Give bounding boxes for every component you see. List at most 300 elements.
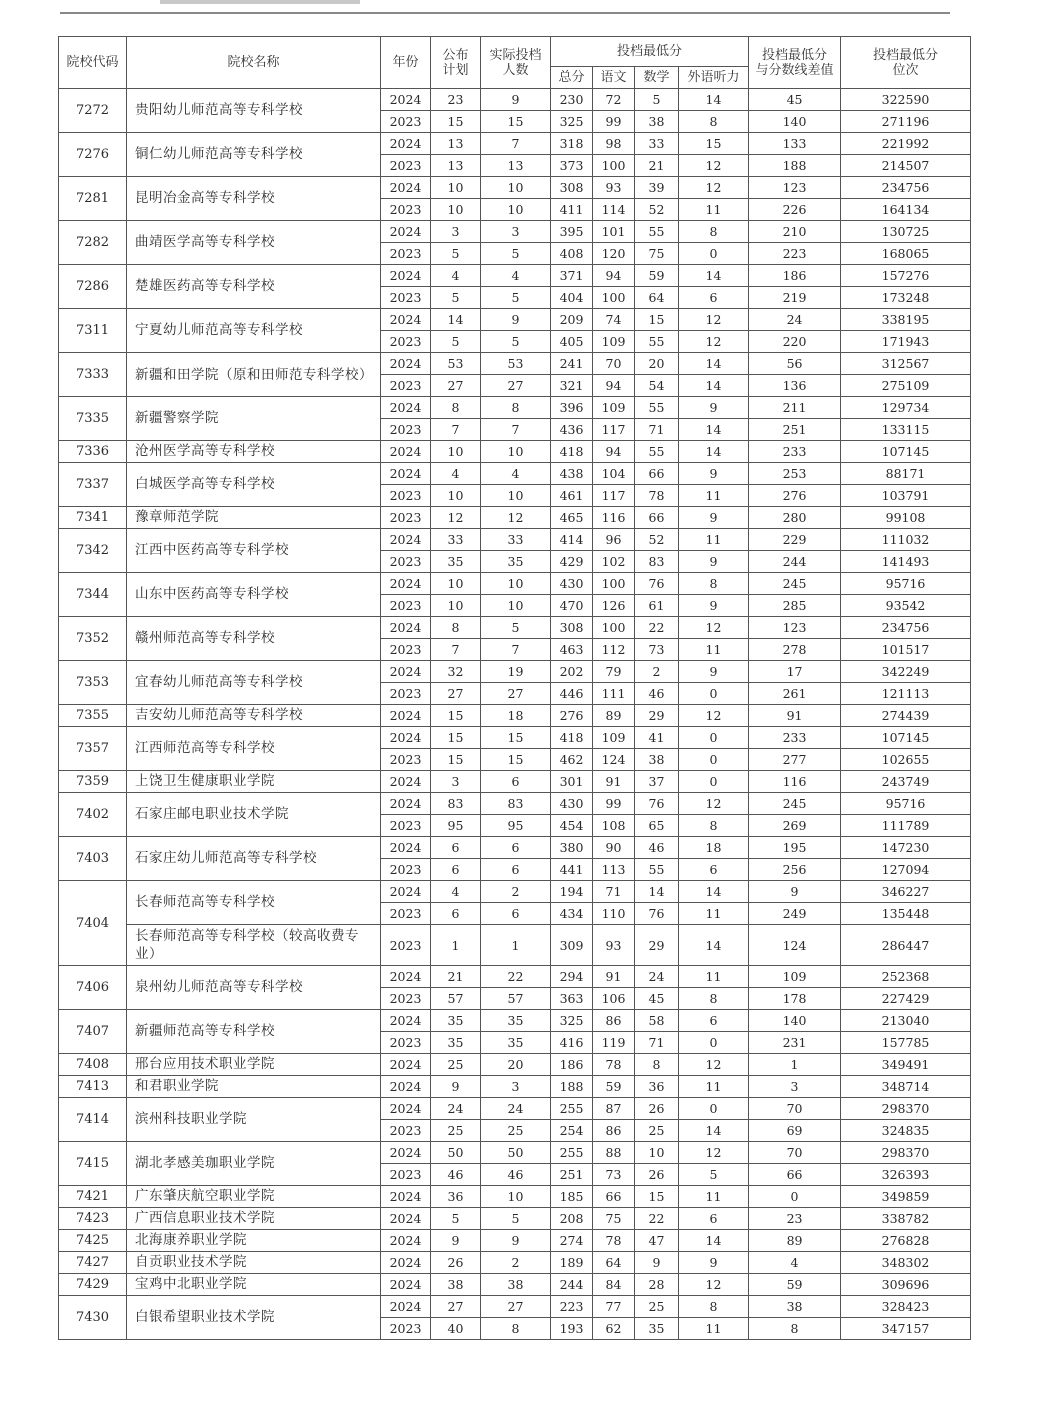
cell-year: 2024 <box>381 1274 431 1296</box>
cell-rank: 127094 <box>841 859 971 881</box>
school-code: 7281 <box>59 177 127 221</box>
cell-actual: 95 <box>481 815 551 837</box>
cell-math: 2 <box>635 661 679 683</box>
header-code: 院校代码 <box>59 37 127 89</box>
cell-foreign: 8 <box>679 815 749 837</box>
cell-actual: 10 <box>481 485 551 507</box>
cell-chinese: 96 <box>593 529 635 551</box>
school-code: 7421 <box>59 1186 127 1208</box>
top-rule <box>60 12 950 14</box>
cell-math: 9 <box>635 1252 679 1274</box>
cell-math: 52 <box>635 529 679 551</box>
school-name: 宝鸡中北职业学院 <box>127 1274 381 1296</box>
cell-plan: 95 <box>431 815 481 837</box>
cell-actual: 9 <box>481 1230 551 1252</box>
school-name: 湖北孝感美珈职业学院 <box>127 1142 381 1186</box>
cell-chinese: 109 <box>593 397 635 419</box>
cell-total: 294 <box>551 966 593 988</box>
header-foreign: 外语听力 <box>679 67 749 89</box>
cell-year: 2024 <box>381 771 431 793</box>
cell-actual: 6 <box>481 771 551 793</box>
cell-math: 25 <box>635 1120 679 1142</box>
school-name: 豫章师范学院 <box>127 507 381 529</box>
cell-actual: 6 <box>481 837 551 859</box>
cell-year: 2024 <box>381 133 431 155</box>
cell-chinese: 114 <box>593 199 635 221</box>
cell-chinese: 109 <box>593 331 635 353</box>
cell-plan: 5 <box>431 243 481 265</box>
school-code: 7359 <box>59 771 127 793</box>
cell-rank: 328423 <box>841 1296 971 1318</box>
cell-foreign: 12 <box>679 155 749 177</box>
cell-year: 2023 <box>381 155 431 177</box>
header-year: 年份 <box>381 37 431 89</box>
cell-rank: 312567 <box>841 353 971 375</box>
cell-math: 36 <box>635 1076 679 1098</box>
cell-plan: 4 <box>431 463 481 485</box>
cell-rank: 348714 <box>841 1076 971 1098</box>
cell-math: 5 <box>635 89 679 111</box>
cell-total: 276 <box>551 705 593 727</box>
school-name: 铜仁幼儿师范高等专科学校 <box>127 133 381 177</box>
cell-year: 2023 <box>381 749 431 771</box>
cell-rank: 171943 <box>841 331 971 353</box>
cell-plan: 10 <box>431 441 481 463</box>
cell-math: 37 <box>635 771 679 793</box>
cell-math: 20 <box>635 353 679 375</box>
cell-rank: 227429 <box>841 988 971 1010</box>
table-row <box>59 177 971 199</box>
cell-chinese: 90 <box>593 837 635 859</box>
school-code: 7425 <box>59 1230 127 1252</box>
cell-math: 39 <box>635 177 679 199</box>
cell-plan: 10 <box>431 573 481 595</box>
cell-total: 446 <box>551 683 593 705</box>
cell-rank: 309696 <box>841 1274 971 1296</box>
cell-year: 2023 <box>381 551 431 573</box>
school-name: 泉州幼儿师范高等专科学校 <box>127 966 381 1010</box>
cell-diff: 45 <box>749 89 841 111</box>
cell-math: 76 <box>635 793 679 815</box>
cell-plan: 5 <box>431 1208 481 1230</box>
cell-plan: 15 <box>431 111 481 133</box>
school-name: 自贡职业技术学院 <box>127 1252 381 1274</box>
school-name: 江西中医药高等专科学校 <box>127 529 381 573</box>
cell-actual: 13 <box>481 155 551 177</box>
table-row <box>59 1010 971 1032</box>
cell-foreign: 8 <box>679 573 749 595</box>
cell-math: 52 <box>635 199 679 221</box>
cell-diff: 17 <box>749 661 841 683</box>
cell-math: 26 <box>635 1164 679 1186</box>
cell-actual: 2 <box>481 1252 551 1274</box>
school-code: 7335 <box>59 397 127 441</box>
cell-plan: 27 <box>431 683 481 705</box>
cell-total: 396 <box>551 397 593 419</box>
cell-chinese: 99 <box>593 793 635 815</box>
cell-plan: 27 <box>431 1296 481 1318</box>
cell-rank: 129734 <box>841 397 971 419</box>
school-code: 7286 <box>59 265 127 309</box>
cell-actual: 35 <box>481 1010 551 1032</box>
cell-chinese: 104 <box>593 463 635 485</box>
cell-rank: 157785 <box>841 1032 971 1054</box>
cell-year: 2023 <box>381 1120 431 1142</box>
cell-total: 461 <box>551 485 593 507</box>
school-code: 7403 <box>59 837 127 881</box>
cell-math: 41 <box>635 727 679 749</box>
cell-foreign: 12 <box>679 617 749 639</box>
cell-foreign: 6 <box>679 287 749 309</box>
cell-plan: 9 <box>431 1076 481 1098</box>
cell-rank: 349859 <box>841 1186 971 1208</box>
cell-foreign: 14 <box>679 1230 749 1252</box>
header-actual: 实际投档 人数 <box>481 37 551 89</box>
table-row <box>59 881 971 903</box>
school-name: 石家庄幼儿师范高等专科学校 <box>127 837 381 881</box>
cell-rank: 95716 <box>841 573 971 595</box>
school-code: 7402 <box>59 793 127 837</box>
cell-foreign: 0 <box>679 1098 749 1120</box>
cell-actual: 4 <box>481 463 551 485</box>
cell-year: 2024 <box>381 837 431 859</box>
cell-rank: 130725 <box>841 221 971 243</box>
cell-year: 2023 <box>381 903 431 925</box>
cell-actual: 10 <box>481 573 551 595</box>
cell-foreign: 14 <box>679 353 749 375</box>
cell-actual: 10 <box>481 1186 551 1208</box>
cell-actual: 20 <box>481 1054 551 1076</box>
cell-actual: 10 <box>481 177 551 199</box>
cell-diff: 123 <box>749 617 841 639</box>
cell-diff: 8 <box>749 1318 841 1340</box>
cell-diff: 226 <box>749 199 841 221</box>
cell-plan: 10 <box>431 177 481 199</box>
table-row <box>59 1274 971 1296</box>
cell-total: 274 <box>551 1230 593 1252</box>
school-code: 7413 <box>59 1076 127 1098</box>
cell-foreign: 9 <box>679 595 749 617</box>
cell-plan: 5 <box>431 287 481 309</box>
cell-diff: 69 <box>749 1120 841 1142</box>
cell-diff: 211 <box>749 397 841 419</box>
cell-total: 194 <box>551 881 593 903</box>
cell-plan: 10 <box>431 595 481 617</box>
school-name: 宜春幼儿师范高等专科学校 <box>127 661 381 705</box>
cell-actual: 19 <box>481 661 551 683</box>
cell-plan: 46 <box>431 1164 481 1186</box>
cell-foreign: 11 <box>679 1076 749 1098</box>
cell-actual: 35 <box>481 551 551 573</box>
cell-rank: 103791 <box>841 485 971 507</box>
cell-total: 186 <box>551 1054 593 1076</box>
cell-foreign: 8 <box>679 1296 749 1318</box>
school-name: 新疆警察学院 <box>127 397 381 441</box>
table-row <box>59 617 971 639</box>
school-name: 贵阳幼儿师范高等专科学校 <box>127 89 381 133</box>
cell-foreign: 11 <box>679 1186 749 1208</box>
cell-total: 308 <box>551 177 593 199</box>
cell-diff: 38 <box>749 1296 841 1318</box>
cell-foreign: 14 <box>679 375 749 397</box>
cell-total: 188 <box>551 1076 593 1098</box>
cell-total: 430 <box>551 573 593 595</box>
cell-total: 414 <box>551 529 593 551</box>
cell-diff: 91 <box>749 705 841 727</box>
school-code: 7357 <box>59 727 127 771</box>
cell-total: 255 <box>551 1142 593 1164</box>
cell-foreign: 8 <box>679 988 749 1010</box>
cell-rank: 101517 <box>841 639 971 661</box>
cell-chinese: 113 <box>593 859 635 881</box>
cell-chinese: 71 <box>593 881 635 903</box>
cell-total: 404 <box>551 287 593 309</box>
table-row <box>59 529 971 551</box>
header-math: 数学 <box>635 67 679 89</box>
cell-year: 2023 <box>381 639 431 661</box>
cell-diff: 253 <box>749 463 841 485</box>
cell-foreign: 11 <box>679 966 749 988</box>
school-code: 7407 <box>59 1010 127 1054</box>
cell-math: 14 <box>635 881 679 903</box>
cell-year: 2024 <box>381 1076 431 1098</box>
school-name: 北海康养职业学院 <box>127 1230 381 1252</box>
cell-year: 2024 <box>381 309 431 331</box>
cell-year: 2024 <box>381 529 431 551</box>
cell-total: 462 <box>551 749 593 771</box>
cell-diff: 186 <box>749 265 841 287</box>
cell-math: 55 <box>635 331 679 353</box>
school-code: 7344 <box>59 573 127 617</box>
cell-diff: 56 <box>749 353 841 375</box>
cell-foreign: 11 <box>679 529 749 551</box>
cell-year: 2024 <box>381 573 431 595</box>
cell-math: 15 <box>635 1186 679 1208</box>
cell-rank: 338782 <box>841 1208 971 1230</box>
cell-actual: 6 <box>481 903 551 925</box>
table-row <box>59 1208 971 1230</box>
cell-rank: 298370 <box>841 1098 971 1120</box>
cell-actual: 50 <box>481 1142 551 1164</box>
cell-chinese: 78 <box>593 1230 635 1252</box>
cell-total: 408 <box>551 243 593 265</box>
table-row <box>59 89 971 111</box>
school-name: 石家庄邮电职业技术学院 <box>127 793 381 837</box>
cell-plan: 83 <box>431 793 481 815</box>
cell-rank: 243749 <box>841 771 971 793</box>
cell-plan: 15 <box>431 749 481 771</box>
cell-chinese: 79 <box>593 661 635 683</box>
cell-total: 363 <box>551 988 593 1010</box>
cell-total: 325 <box>551 1010 593 1032</box>
cell-foreign: 0 <box>679 683 749 705</box>
cell-rank: 111032 <box>841 529 971 551</box>
cell-math: 55 <box>635 397 679 419</box>
cell-year: 2023 <box>381 485 431 507</box>
cell-math: 29 <box>635 705 679 727</box>
cell-plan: 9 <box>431 1230 481 1252</box>
cell-foreign: 6 <box>679 1010 749 1032</box>
cell-chinese: 99 <box>593 111 635 133</box>
cell-year: 2023 <box>381 683 431 705</box>
cell-chinese: 75 <box>593 1208 635 1230</box>
cell-math: 46 <box>635 683 679 705</box>
cell-year: 2024 <box>381 89 431 111</box>
cell-plan: 13 <box>431 133 481 155</box>
cell-actual: 25 <box>481 1120 551 1142</box>
cell-diff: 277 <box>749 749 841 771</box>
cell-chinese: 116 <box>593 507 635 529</box>
table-row <box>59 1054 971 1076</box>
cell-plan: 10 <box>431 485 481 507</box>
cell-year: 2024 <box>381 661 431 683</box>
cell-rank: 168065 <box>841 243 971 265</box>
cell-math: 22 <box>635 617 679 639</box>
cell-diff: 133 <box>749 133 841 155</box>
cell-diff: 123 <box>749 177 841 199</box>
cell-math: 78 <box>635 485 679 507</box>
cell-chinese: 100 <box>593 155 635 177</box>
cell-chinese: 94 <box>593 265 635 287</box>
school-code: 7276 <box>59 133 127 177</box>
school-code: 7333 <box>59 353 127 397</box>
school-name: 沧州医学高等专科学校 <box>127 441 381 463</box>
cell-chinese: 77 <box>593 1296 635 1318</box>
cell-diff: 233 <box>749 727 841 749</box>
cell-foreign: 11 <box>679 1318 749 1340</box>
cell-actual: 4 <box>481 265 551 287</box>
cell-plan: 6 <box>431 903 481 925</box>
cell-year: 2023 <box>381 595 431 617</box>
cell-total: 430 <box>551 793 593 815</box>
cell-total: 241 <box>551 353 593 375</box>
cell-foreign: 11 <box>679 199 749 221</box>
cell-total: 434 <box>551 903 593 925</box>
cell-plan: 15 <box>431 705 481 727</box>
school-code: 7282 <box>59 221 127 265</box>
cell-rank: 213040 <box>841 1010 971 1032</box>
cell-plan: 15 <box>431 727 481 749</box>
cell-actual: 5 <box>481 617 551 639</box>
school-name: 和君职业学院 <box>127 1076 381 1098</box>
cell-year: 2023 <box>381 1032 431 1054</box>
cell-rank: 141493 <box>841 551 971 573</box>
cell-total: 223 <box>551 1296 593 1318</box>
cell-actual: 5 <box>481 1208 551 1230</box>
cell-plan: 33 <box>431 529 481 551</box>
table-row <box>59 441 971 463</box>
school-name: 上饶卫生健康职业学院 <box>127 771 381 793</box>
cell-math: 66 <box>635 463 679 485</box>
cell-diff: 280 <box>749 507 841 529</box>
cell-foreign: 11 <box>679 485 749 507</box>
cell-year: 2023 <box>381 243 431 265</box>
cell-actual: 10 <box>481 595 551 617</box>
cell-math: 59 <box>635 265 679 287</box>
cell-total: 318 <box>551 133 593 155</box>
cell-foreign: 0 <box>679 771 749 793</box>
cell-chinese: 86 <box>593 1120 635 1142</box>
school-code: 7272 <box>59 89 127 133</box>
cell-year: 2024 <box>381 1054 431 1076</box>
cell-foreign: 12 <box>679 705 749 727</box>
cell-foreign: 14 <box>679 1120 749 1142</box>
cell-actual: 18 <box>481 705 551 727</box>
cell-math: 22 <box>635 1208 679 1230</box>
table-row <box>59 727 971 749</box>
cell-diff: 140 <box>749 1010 841 1032</box>
cell-math: 61 <box>635 595 679 617</box>
cell-actual: 27 <box>481 1296 551 1318</box>
cell-year: 2023 <box>381 111 431 133</box>
cell-diff: 276 <box>749 485 841 507</box>
cell-total: 244 <box>551 1274 593 1296</box>
cell-rank: 95716 <box>841 793 971 815</box>
cell-math: 10 <box>635 1142 679 1164</box>
cell-diff: 261 <box>749 683 841 705</box>
cell-rank: 99108 <box>841 507 971 529</box>
cell-plan: 38 <box>431 1274 481 1296</box>
cell-year: 2024 <box>381 705 431 727</box>
cell-plan: 7 <box>431 419 481 441</box>
admission-score-table <box>58 36 971 1340</box>
table-row <box>59 133 971 155</box>
cell-rank: 252368 <box>841 966 971 988</box>
cell-chinese: 91 <box>593 966 635 988</box>
cell-math: 38 <box>635 749 679 771</box>
school-name: 广东肇庆航空职业学院 <box>127 1186 381 1208</box>
cell-foreign: 5 <box>679 1164 749 1186</box>
table-row <box>59 925 971 966</box>
cell-foreign: 11 <box>679 903 749 925</box>
cell-total: 202 <box>551 661 593 683</box>
cell-chinese: 66 <box>593 1186 635 1208</box>
cell-rank: 88171 <box>841 463 971 485</box>
cell-math: 58 <box>635 1010 679 1032</box>
table-row <box>59 837 971 859</box>
cell-chinese: 117 <box>593 485 635 507</box>
cell-rank: 346227 <box>841 881 971 903</box>
cell-actual: 8 <box>481 1318 551 1340</box>
cell-chinese: 126 <box>593 595 635 617</box>
cell-math: 26 <box>635 1098 679 1120</box>
cell-actual: 8 <box>481 397 551 419</box>
cell-plan: 10 <box>431 199 481 221</box>
cell-chinese: 93 <box>593 925 635 966</box>
cell-chinese: 94 <box>593 441 635 463</box>
cell-rank: 338195 <box>841 309 971 331</box>
cell-rank: 133115 <box>841 419 971 441</box>
cell-year: 2023 <box>381 419 431 441</box>
cell-chinese: 93 <box>593 177 635 199</box>
school-name: 赣州师范高等专科学校 <box>127 617 381 661</box>
cell-rank: 271196 <box>841 111 971 133</box>
cell-rank: 111789 <box>841 815 971 837</box>
cell-diff: 244 <box>749 551 841 573</box>
cell-diff: 9 <box>749 881 841 903</box>
cell-chinese: 102 <box>593 551 635 573</box>
cell-diff: 70 <box>749 1142 841 1164</box>
school-code: 7429 <box>59 1274 127 1296</box>
cell-foreign: 0 <box>679 749 749 771</box>
cell-diff: 3 <box>749 1076 841 1098</box>
cell-foreign: 14 <box>679 419 749 441</box>
cell-total: 405 <box>551 331 593 353</box>
table-row <box>59 661 971 683</box>
cell-math: 73 <box>635 639 679 661</box>
cell-foreign: 14 <box>679 265 749 287</box>
cell-year: 2024 <box>381 1208 431 1230</box>
